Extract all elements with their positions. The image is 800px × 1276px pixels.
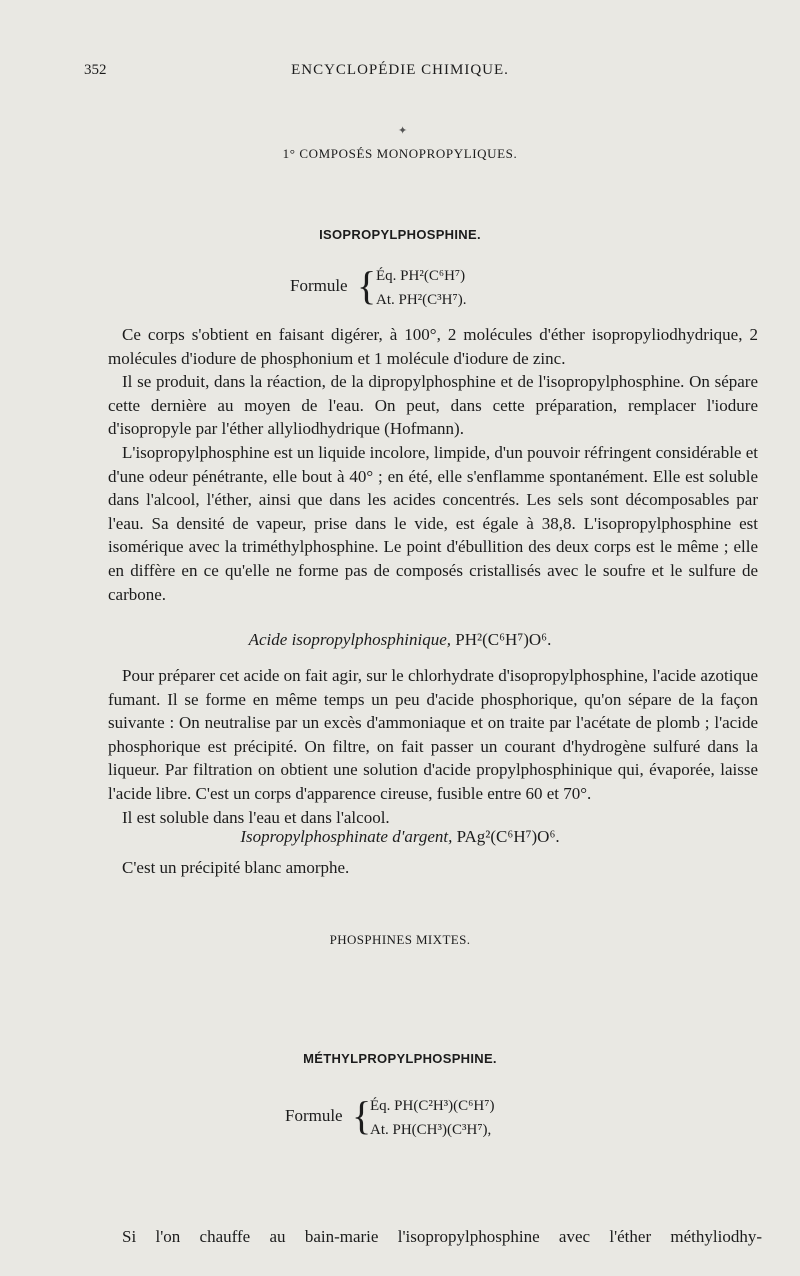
formula-methylpropylphosphine [0, 1092, 800, 1144]
mixed-phosphines-title: PHOSPHINES MIXTES. [329, 932, 471, 947]
compound-title-isopropylphosphine: ISOPROPYLPHOSPHINE. [319, 227, 481, 242]
acid-name: Acide isopropylphosphinique, [248, 630, 452, 649]
compound-title-methylpropylphosphine: MÉTHYLPROPYLPHOSPHINE. [303, 1051, 497, 1066]
section-title: 1° COMPOSÉS MONOPROPYLIQUES. [282, 146, 518, 161]
final-text-line: Si l'on chauffe au bain-marie l'isopropylphosphine avec l'éther méthyliodhy- [122, 1227, 762, 1246]
paragraphs-isopropylphosphine [108, 323, 758, 606]
paragraph: L'isopropylphosphine est un liquide incolore, limpide, d'un pouvoir réfringent considérable et d'une odeur pénétrante, elle bout à 40° ; en été, elle s'enflamme spontanément. Elle est soluble dans l'alcool, l'éther, ainsi que dans les acides concentrés. Les sels sont décomposables par l'eau. Sa densité de vapeur, prise dans le vide, est égale à 38,8. L'isopropylphosphine est isomérique avec la triméthylphosphine. Le point d'ébullition des deux corps est le même ; elle en diffère en ce qu'elle ne forme pas de composés cristallisés avec le soufre et le sulfure de carbone. [108, 442, 758, 604]
formula-atomic: At. PH(CH³)(C³H⁷), [370, 1122, 492, 1138]
page-header [0, 62, 800, 82]
page-number: 352 [84, 62, 107, 78]
acid-heading [0, 630, 800, 650]
formula-atomic: At. PH²(C³H⁷). [376, 292, 467, 308]
formula-equivalent: Éq. PH(C²H³)(C⁶H⁷) [370, 1098, 495, 1114]
formula-label: Formule [290, 276, 348, 295]
paragraph: Il se produit, dans la réaction, de la dipropylphosphine et de l'isopropylphosphine. On sépare cette dernière au moyen de l'eau. On peut, dans cette préparation, remplacer l'iodure d'isopropyle par l'éther allyliodhydrique (Hofmann). [108, 372, 758, 439]
paragraph: Pour préparer cet acide on fait agir, sur le chlorhydrate d'isopropylphosphine, l'acide azotique fumant. Il se forme en même temps un peu d'acide phosphorique, qu'on sépare de la façon suivante : On neutralise par un excès d'ammoniaque et on traite par l'acétate de plomb ; l'acide phosphorique est précipité. On filtre, on fait passer un courant d'hydrogène sulfuré dans la liqueur. Par filtration on obtient une solution d'acide propylphosphinique qui, évaporée, laisse l'acide libre. C'est un corps d'apparence cireuse, fusible entre 60 et 70°. [108, 666, 758, 803]
silver-salt-heading [0, 827, 800, 847]
running-title: ENCYCLOPÉDIE CHIMIQUE. [291, 62, 509, 78]
acid-formula: PH²(C⁶H⁷)O⁶. [455, 630, 552, 649]
paragraphs-acid [108, 664, 758, 829]
ornament-mark: ✦ [398, 125, 408, 137]
silver-salt-name: Isopropylphosphinate d'argent, [240, 827, 453, 846]
paragraph: C'est un précipité blanc amorphe. [122, 858, 350, 877]
brace-symbol: { [352, 1093, 372, 1138]
formula-label: Formule [285, 1106, 343, 1125]
formula-equivalent: Éq. PH²(C⁶H⁷) [376, 268, 466, 284]
formula-isopropylphosphine [0, 262, 800, 314]
paragraph: Ce corps s'obtient en faisant digérer, à 100°, 2 molécules d'éther isopropyliodhydrique, 2 molécules d'iodure de phosphonium et 1 molécule d'iodure de zinc. [108, 325, 758, 368]
paragraph: Il est soluble dans l'eau et dans l'alcool. [122, 807, 390, 827]
silver-salt-formula: PAg²(C⁶H⁷)O⁶. [456, 827, 560, 846]
brace-symbol: { [357, 263, 377, 308]
silver-salt-text-block [108, 856, 758, 880]
